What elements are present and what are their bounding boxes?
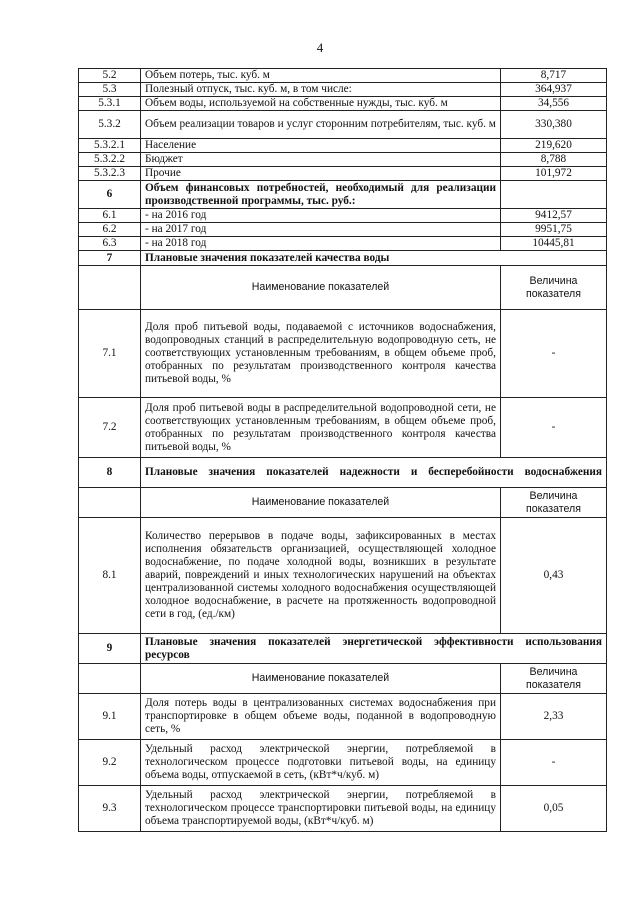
header-name: Наименование показателей	[141, 664, 501, 694]
table-row	[79, 153, 607, 167]
table-row	[79, 69, 607, 83]
row-text: Объем воды, используемой на собственные нужды, тыс. куб. м	[141, 97, 501, 111]
row-number: 7.2	[79, 398, 141, 458]
row-text: - на 2016 год	[141, 209, 501, 223]
row-value: 101,972	[501, 167, 607, 181]
row-text: Доля потерь воды в централизованных системах водоснабжения при транспортировке в общем объеме воды, поданной в водопроводную сеть, %	[141, 694, 501, 740]
row-number: 9.2	[79, 740, 141, 786]
empty-cell	[79, 266, 141, 310]
row-text: Удельный расход электрической энергии, потребляемой в технологическом процессе подготовки питьевой воды, на единицу объема воды, отпускаемой в сеть, (кВт*ч/куб. м)	[141, 740, 501, 786]
table-row	[79, 237, 607, 251]
section-title: Объем финансовых потребностей, необходимый для реализации производственной программы, тыс. руб.:	[141, 181, 501, 209]
table-row	[79, 111, 607, 139]
table-row	[79, 139, 607, 153]
table-header-row	[79, 266, 607, 310]
section-title: Плановые значения показателей энергетической эффективности использования ресурсов	[141, 634, 607, 664]
table-row	[79, 97, 607, 111]
table-row	[79, 181, 607, 209]
row-value: -	[501, 740, 607, 786]
table-row	[79, 740, 607, 786]
row-number: 5.3.2	[79, 111, 141, 139]
section-number: 7	[79, 251, 141, 266]
row-text: Доля проб питьевой воды, подаваемой с источников водоснабжения, водопроводных станций в распределительную водопроводную сеть, не соответствующих установленным требованиям, в общем объеме проб, отобранных по результатам производственного контроля качества питьевой воды, %	[141, 310, 501, 398]
table-row	[79, 458, 607, 488]
row-number: 6.2	[79, 223, 141, 237]
row-value: 2,33	[501, 694, 607, 740]
table-header-row	[79, 488, 607, 518]
row-number: 6.3	[79, 237, 141, 251]
row-number: 5.3.1	[79, 97, 141, 111]
row-value: 10445,81	[501, 237, 607, 251]
row-text: Прочие	[141, 167, 501, 181]
row-value: 8,717	[501, 69, 607, 83]
row-number: 8.1	[79, 518, 141, 634]
row-text: Население	[141, 139, 501, 153]
row-number: 5.3.2.1	[79, 139, 141, 153]
row-value: 364,937	[501, 83, 607, 97]
row-number: 9.3	[79, 786, 141, 832]
row-number: 9.1	[79, 694, 141, 740]
row-text: Количество перерывов в подаче воды, зафиксированных в местах исполнения обязательств организацией, осуществляющей холодное водоснабжение, по подаче холодной воды, возникших в результате аварий, повреждений и иных технологических нарушений на объектах централизованной системы холодного водоснабжения осуществляющей холодное водоснабжение, в расчете на протяженность водопроводной сети в год, (ед./км)	[141, 518, 501, 634]
row-value	[501, 181, 607, 209]
row-number: 7.1	[79, 310, 141, 398]
table-row	[79, 167, 607, 181]
row-value: 0,43	[501, 518, 607, 634]
section-number: 6	[79, 181, 141, 209]
row-text: Объем реализации товаров и услуг сторонним потребителям, тыс. куб. м	[141, 111, 501, 139]
row-value: 9951,75	[501, 223, 607, 237]
section-title: Плановые значения показателей надежности и бесперебойности водоснабжения	[141, 458, 607, 488]
table-row	[79, 518, 607, 634]
row-number: 5.2	[79, 69, 141, 83]
header-value: Величина показателя	[501, 266, 607, 310]
row-text: - на 2018 год	[141, 237, 501, 251]
section-title: Плановые значения показателей качества воды	[141, 251, 607, 266]
table-row	[79, 83, 607, 97]
page-number: 4	[316, 40, 324, 55]
row-value: 330,380	[501, 111, 607, 139]
program-table	[78, 68, 607, 832]
table-row	[79, 694, 607, 740]
table-row	[79, 398, 607, 458]
table-row	[79, 634, 607, 664]
row-value: 0,05	[501, 786, 607, 832]
table-row	[79, 209, 607, 223]
header-value: Величина показателя	[501, 488, 607, 518]
row-text: Бюджет	[141, 153, 501, 167]
row-value: 219,620	[501, 139, 607, 153]
row-text: Доля проб питьевой воды в распределительной водопроводной сети, не соответствующих установленным требованиям, в общем объеме проб, отобранных по результатам производственного контроля качества питьевой воды, %	[141, 398, 501, 458]
row-value: -	[501, 310, 607, 398]
header-name: Наименование показателей	[141, 488, 501, 518]
table-row	[79, 786, 607, 832]
table-row	[79, 223, 607, 237]
empty-cell	[79, 664, 141, 694]
empty-cell	[79, 488, 141, 518]
section-number: 9	[79, 634, 141, 664]
table-row	[79, 251, 607, 266]
row-text: - на 2017 год	[141, 223, 501, 237]
row-text: Удельный расход электрической энергии, потребляемой в технологическом процессе транспортировки питьевой воды, на единицу объема транспортируемой воды, (кВт*ч/куб. м)	[141, 786, 501, 832]
row-text: Полезный отпуск, тыс. куб. м, в том числе:	[141, 83, 501, 97]
row-text: Объем потерь, тыс. куб. м	[141, 69, 501, 83]
table-header-row	[79, 664, 607, 694]
row-number: 6.1	[79, 209, 141, 223]
row-number: 5.3.2.3	[79, 167, 141, 181]
table-row	[79, 310, 607, 398]
header-name: Наименование показателей	[141, 266, 501, 310]
section-number: 8	[79, 458, 141, 488]
row-value: 34,556	[501, 97, 607, 111]
row-value: -	[501, 398, 607, 458]
row-number: 5.3	[79, 83, 141, 97]
row-value: 9412,57	[501, 209, 607, 223]
row-value: 8,788	[501, 153, 607, 167]
row-number: 5.3.2.2	[79, 153, 141, 167]
header-value: Величина показателя	[501, 664, 607, 694]
